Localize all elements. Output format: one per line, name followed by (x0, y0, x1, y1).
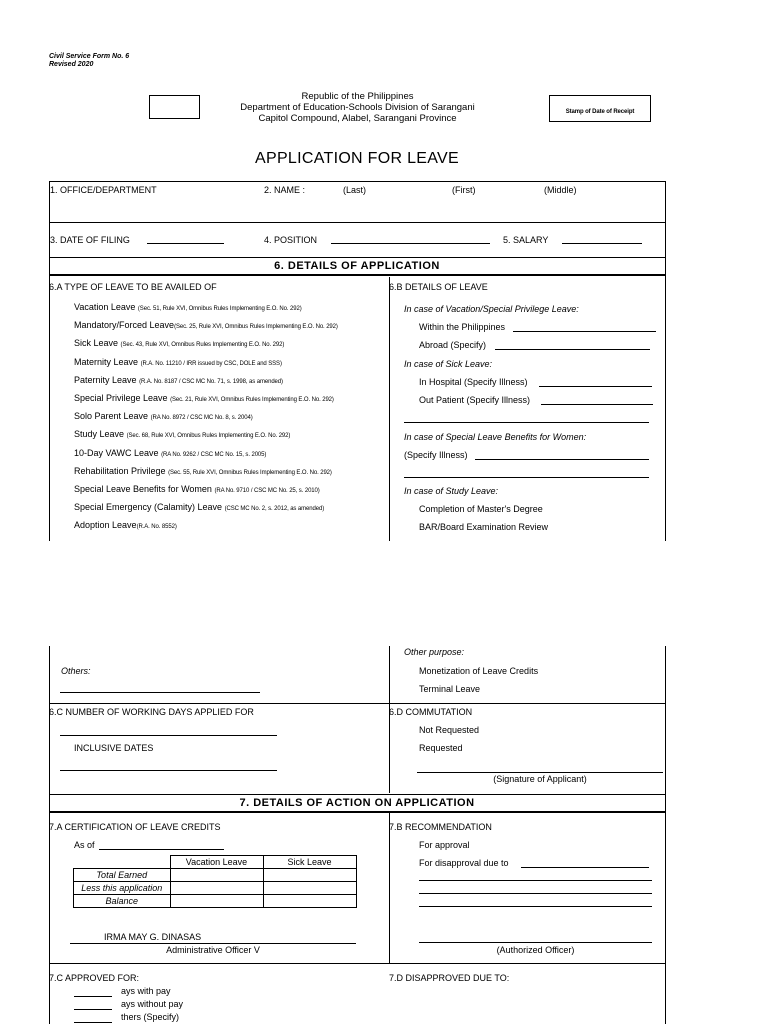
in-hospital-field[interactable] (539, 386, 652, 387)
days-with-pay-label: ays with pay (121, 986, 171, 996)
leave-type-item[interactable]: Special Privilege Leave (Sec. 21, Rule XVI, Omnibus Rules Implementing E.O. No. 292) (74, 392, 334, 403)
leave-credits-table (73, 855, 357, 908)
as-of-field[interactable] (99, 849, 224, 850)
other-purpose-label: Other purpose: (404, 647, 465, 657)
leave-type-list (74, 302, 338, 538)
abroad-field[interactable] (495, 349, 650, 350)
agency-header (210, 91, 505, 124)
authorized-officer-label: (Authorized Officer) (496, 945, 575, 955)
abroad-option[interactable]: Abroad (Specify) (419, 340, 487, 350)
inclusive-dates-label: INCLUSIVE DATES (74, 743, 154, 753)
others-label: Others: (61, 666, 91, 676)
within-philippines-field[interactable] (513, 331, 656, 332)
others-field[interactable] (60, 692, 260, 693)
position-label: 4. POSITION (264, 235, 318, 245)
women-extra-field[interactable] (404, 477, 649, 478)
office-department-label: 1. OFFICE/DEPARTMENT (50, 185, 157, 195)
cell-balance-vacation[interactable] (170, 895, 263, 908)
row-total-earned: Total Earned (74, 869, 171, 882)
leave-type-item[interactable]: Paternity Leave (R.A. No. 8187 / CSC MC No. 71, s. 1998, as amended) (74, 374, 283, 385)
inclusive-dates-field[interactable] (60, 770, 277, 771)
stamp-label: Stamp of Date of Receipt (565, 109, 635, 115)
row-less-application: Less this application (74, 882, 171, 895)
section-7-header: 7. DETAILS OF ACTION ON APPLICATION (49, 794, 665, 813)
in-hospital-option[interactable]: In Hospital (Specify Illness) (419, 377, 528, 387)
agency-line-2: Department of Education-Schools Division of Sarangani (240, 102, 475, 113)
disapproval-reason-line[interactable] (419, 906, 652, 907)
certifying-officer-name: IRMA MAY G. DINASAS (104, 932, 202, 942)
applicant-signature-label: (Signature of Applicant) (493, 774, 587, 784)
leave-type-item[interactable]: Mandatory/Forced Leave(Sec. 25, Rule XVI, Omnibus Rules Implementing E.O. No. 292) (74, 320, 338, 331)
name-middle-label: (Middle) (544, 185, 577, 195)
within-philippines-option[interactable]: Within the Philippines (419, 322, 506, 332)
form-number: Civil Service Form No. 6 (49, 53, 130, 60)
stamp-date-receipt-box (549, 95, 651, 122)
cell-balance-sick[interactable] (263, 895, 356, 908)
cell-earned-vacation[interactable] (170, 869, 263, 882)
leave-type-item[interactable]: 10-Day VAWC Leave (RA No. 9262 / CSC MC No. 15, s. 2005) (74, 447, 267, 458)
for-disapproval-option[interactable]: For disapproval due to (419, 858, 509, 868)
leave-type-item[interactable]: Solo Parent Leave (RA No. 8972 / CSC MC No. 8, s. 2004) (74, 411, 253, 422)
study-case-label: In case of Study Leave: (404, 486, 499, 496)
sick-case-label: In case of Sick Leave: (404, 359, 493, 369)
not-requested-option[interactable]: Not Requested (419, 725, 480, 735)
row-balance: Balance (74, 895, 171, 908)
days-without-pay-field[interactable] (74, 1009, 112, 1010)
section-6a-title: 6.A TYPE OF LEAVE TO BE AVAILED OF (49, 282, 217, 292)
section-7d-title: 7.D DISAPPROVED DUE TO: (389, 973, 510, 983)
vacation-case-label: In case of Vacation/Special Privilege Leave: (404, 304, 579, 314)
leave-type-item[interactable]: Rehabilitation Privilege (Sec. 55, Rule XVI, Omnibus Rules Implementing E.O. No. 292) (74, 465, 332, 476)
masters-degree-option[interactable]: Completion of Master's Degree (419, 504, 543, 514)
out-patient-option[interactable]: Out Patient (Specify Illness) (419, 395, 531, 405)
leave-type-item[interactable]: Special Emergency (Calamity) Leave (CSC MC No. 2, s. 2012, as amended) (74, 502, 325, 513)
days-without-pay-label: ays without pay (121, 999, 184, 1009)
leave-type-item[interactable]: Maternity Leave (R.A. No. 11210 / IRR issued by CSC, DOLE and SSS) (74, 356, 282, 367)
specify-illness-field[interactable] (475, 459, 649, 460)
agency-line-1: Republic of the Philippines (301, 91, 414, 102)
date-filing-field[interactable] (147, 243, 224, 244)
cell-less-sick[interactable] (263, 882, 356, 895)
form-revision: Revised 2020 (49, 61, 94, 68)
for-approval-option[interactable]: For approval (419, 840, 470, 850)
col-vacation-leave: Vacation Leave (170, 856, 263, 869)
days-with-pay-field[interactable] (74, 996, 112, 997)
cell-earned-sick[interactable] (263, 869, 356, 882)
form-title: APPLICATION FOR LEAVE (255, 150, 459, 167)
leave-type-item[interactable]: Vacation Leave (Sec. 51, Rule XVI, Omnibus Rules Implementing E.O. No. 292) (74, 302, 302, 312)
col-sick-leave: Sick Leave (263, 856, 356, 869)
section-7c-title: 7.C APPROVED FOR: (49, 973, 140, 983)
section-6c-title: 6.C NUMBER OF WORKING DAYS APPLIED FOR (49, 707, 254, 717)
name-last-label: (Last) (343, 185, 367, 195)
as-of-label: As of (74, 840, 95, 850)
women-case-label: In case of Special Leave Benefits for Women: (404, 432, 587, 442)
disapproval-reason-field[interactable] (521, 867, 649, 868)
position-field[interactable] (331, 243, 490, 244)
bar-review-option[interactable]: BAR/Board Examination Review (419, 522, 549, 532)
leave-type-item[interactable]: Study Leave (Sec. 68, Rule XVI, Omnibus Rules Implementing E.O. No. 292) (74, 429, 291, 440)
terminal-leave-option[interactable]: Terminal Leave (419, 684, 481, 694)
date-filing-label: 3. DATE OF FILING (50, 235, 130, 245)
salary-field[interactable] (562, 243, 642, 244)
name-label: 2. NAME : (264, 185, 306, 195)
specify-illness-label: (Specify Illness) (404, 450, 468, 460)
disapproval-reason-line[interactable] (419, 880, 652, 881)
section-6b-title: 6.B DETAILS OF LEAVE (389, 282, 488, 292)
cell-less-vacation[interactable] (170, 882, 263, 895)
section-6d-title: 6.D COMMUTATION (389, 707, 473, 717)
others-specify-field[interactable] (74, 1022, 112, 1023)
requested-option[interactable]: Requested (419, 743, 463, 753)
out-patient-field[interactable] (541, 404, 653, 405)
sick-extra-field[interactable] (404, 422, 649, 423)
section-6-header: 6. DETAILS OF APPLICATION (49, 257, 665, 276)
monetization-option[interactable]: Monetization of Leave Credits (419, 666, 539, 676)
authorized-officer-signature[interactable] (419, 942, 652, 943)
logo-placeholder-box (149, 95, 200, 119)
leave-type-item[interactable]: Sick Leave (Sec. 43, Rule XVI, Omnibus Rules Implementing E.O. No. 292) (74, 338, 285, 349)
leave-type-item[interactable]: Adoption Leave(R.A. No. 8552) (74, 520, 177, 531)
applicant-signature-field[interactable] (417, 772, 663, 773)
working-days-field[interactable] (60, 735, 277, 736)
section-7b-title: 7.B RECOMMENDATION (389, 822, 492, 832)
disapproval-reason-line[interactable] (419, 893, 652, 894)
agency-line-3: Capitol Compound, Alabel, Sarangani Province (258, 113, 457, 124)
salary-label: 5. SALARY (503, 235, 549, 245)
name-first-label: (First) (452, 185, 476, 195)
certifying-officer-title: Administrative Officer V (166, 945, 260, 955)
others-specify-label: thers (Specify) (121, 1012, 180, 1022)
leave-type-item[interactable]: Special Leave Benefits for Women (RA No. 9710 / CSC MC No. 25, s. 2010) (74, 483, 320, 494)
section-7a-title: 7.A CERTIFICATION OF LEAVE CREDITS (49, 822, 221, 832)
